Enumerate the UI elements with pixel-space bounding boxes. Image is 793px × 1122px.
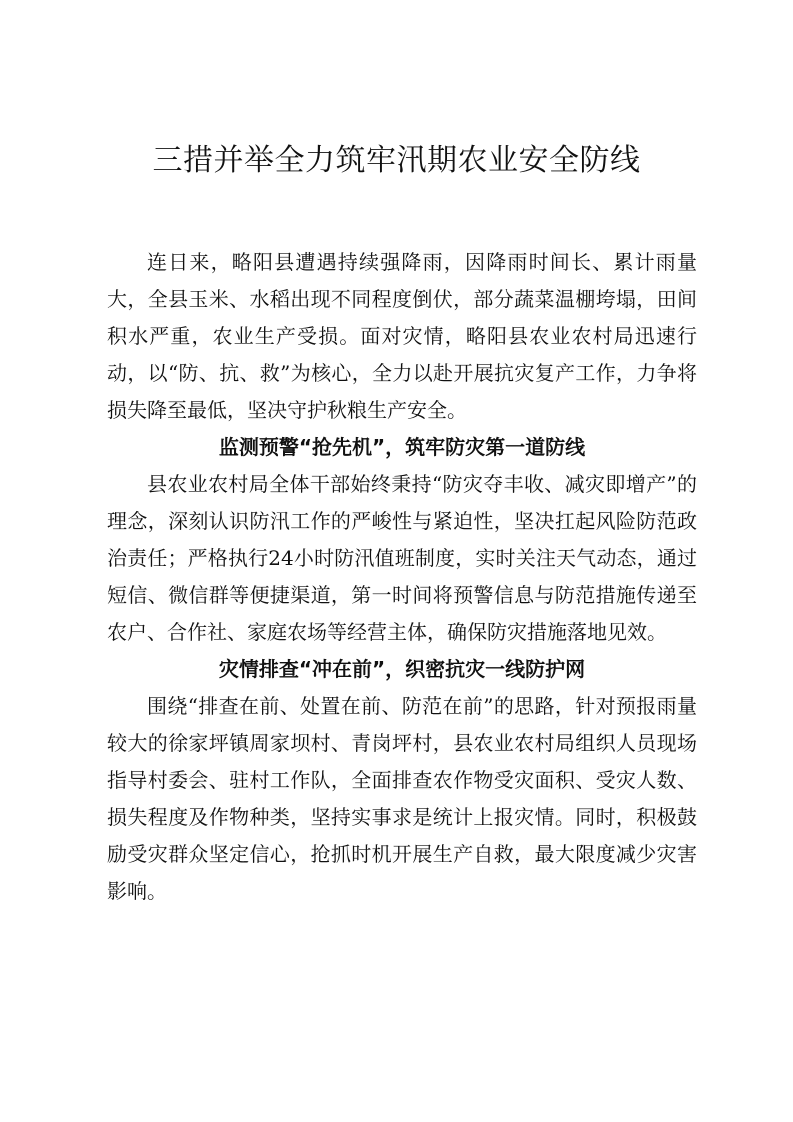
- document-body: [107, 244, 697, 910]
- section-paragraph-monitoring: 县农业农村局全体干部始终秉持“防灾夺丰收、减灾即增产”的理念，深刻认识防汛工作的严峻性与紧迫性，坚决扛起风险防范政治责任；严格执行24小时防汛值班制度，实时关注天气动态，通过短信、微信群等便捷渠道，第一时间将预警信息与防范措施传递至农户、合作社、家庭农场等经营主体，确保防灾措施落地见效。: [107, 472, 697, 644]
- section-paragraph-inspection: 围绕“排查在前、处置在前、防范在前”的思路，针对预报雨量较大的徐家坪镇周家坝村、青岗坪村，县农业农村局组织人员现场指导村委会、驻村工作队，全面排查农作物受灾面积、受灾人数、损失程度及作物种类，坚持实事求是统计上报灾情。同时，积极鼓励受灾群众坚定信心，抢抓时机开展生产自救，最大限度减少灾害影响。: [107, 694, 697, 903]
- section-heading-monitoring: 监测预警“抢先机”，筑牢防灾第一道防线: [218, 435, 586, 459]
- document-title: 三措并举全力筑牢汛期农业安全防线: [152, 143, 641, 178]
- intro-paragraph: 连日来，略阳县遭遇持续强降雨，因降雨时间长、累计雨量大，全县玉米、水稻出现不同程度倒伏，部分蔬菜温棚垮塌，田间积水严重，农业生产受损。面对灾情，略阳县农业农村局迅速行动，以“防、抗、救”为核心，全力以赴开展抗灾复产工作，力争将损失降至最低，坚决守护秋粮生产安全。: [107, 250, 697, 422]
- section-heading-inspection: 灾情排查“冲在前”，织密抗灾一线防护网: [218, 657, 586, 681]
